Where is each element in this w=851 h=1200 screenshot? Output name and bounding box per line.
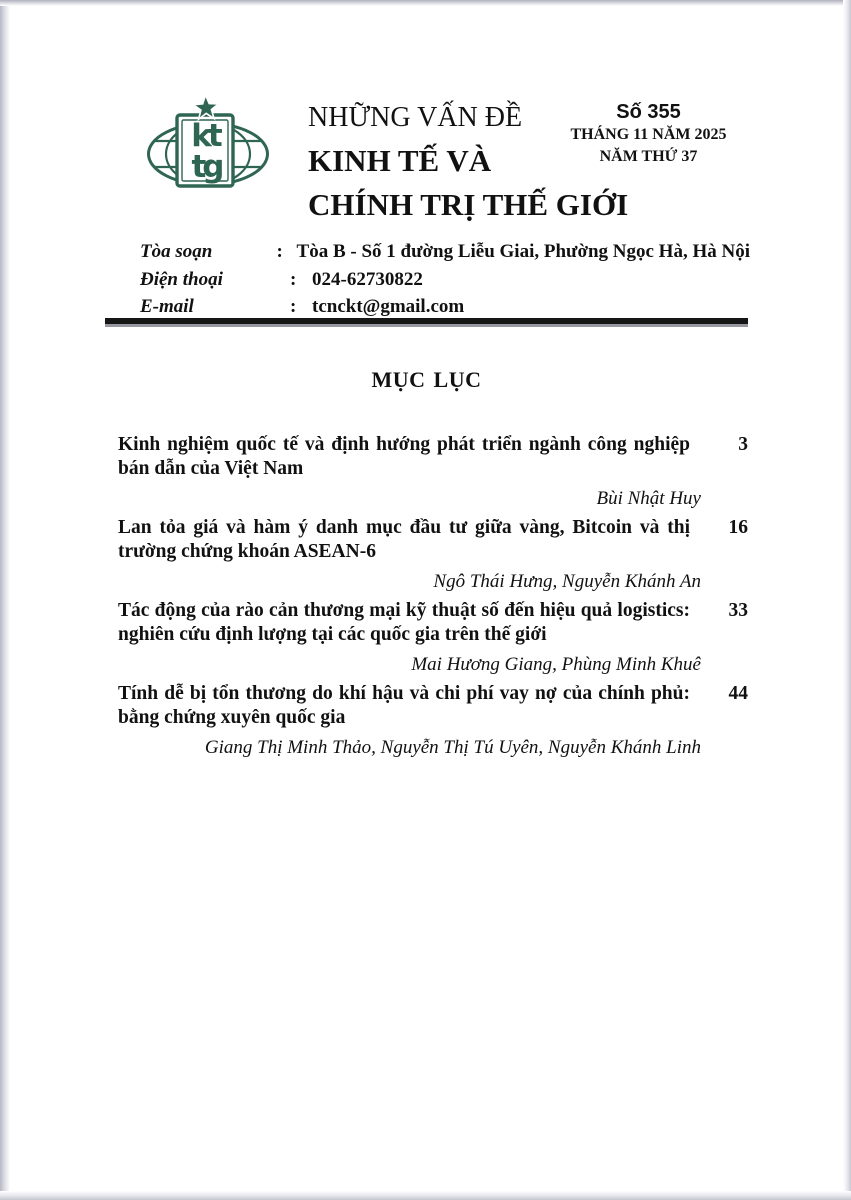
toc-entry-title: Lan tỏa giá và hàm ý danh mục đầu tư giữa vàng, Bitcoin và thị trường chứng khoán ASEAN-6 — [118, 517, 690, 562]
issue-month: THÁNG 11 NĂM 2025 — [570, 126, 727, 143]
toc-entry-title: Tính dễ bị tổn thương do khí hậu và chi phí vay nợ của chính phủ: bằng chứng xuyên quốc gia — [118, 683, 690, 728]
contact-value: Tòa B - Số 1 đường Liễu Giai, Phường Ngọc Hà, Hà Nội — [296, 241, 750, 262]
contact-value: 024-62730822 — [312, 268, 423, 290]
toc-entry — [118, 682, 748, 729]
toc-entry — [118, 433, 748, 480]
toc-entry-page: 16 — [728, 517, 748, 538]
contact-colon: : — [290, 296, 297, 317]
toc-entry — [118, 516, 748, 563]
toc-entry-title: Tác động của rào cản thương mại kỹ thuật số đến hiệu quả logistics: nghiên cứu định lượng tại các quốc gia trên thế giới — [118, 600, 690, 645]
ktg-globe-logo — [146, 94, 272, 192]
contact-colon: : — [290, 268, 297, 290]
contact-colon: : — [276, 241, 283, 262]
issue-year: NĂM THỨ 37 — [599, 148, 698, 165]
toc-entry-authors: Giang Thị Minh Thảo, Nguyễn Thị Tú Uyên, Nguyễn Khánh Linh — [204, 737, 701, 758]
contact-row-phone — [140, 266, 750, 294]
toc-entry-page: 3 — [738, 434, 748, 455]
contact-row-address — [140, 238, 750, 266]
toc-entry-page: 44 — [728, 683, 748, 704]
contact-block — [140, 238, 750, 321]
journal-title-line3: CHÍNH TRỊ THẾ GIỚI — [308, 187, 629, 222]
issue-info — [566, 100, 731, 168]
toc-entry-page: 33 — [728, 600, 748, 621]
contact-value: tcnckt@gmail.com — [312, 296, 465, 317]
issue-number: Số 355 — [616, 101, 681, 123]
toc-entry-authors: Ngô Thái Hưng, Nguyễn Khánh An — [433, 571, 701, 592]
toc-entry-title: Kinh nghiệm quốc tế và định hướng phát triển ngành công nghiệp bán dẫn của Việt Nam — [118, 434, 690, 479]
contact-label: E-mail — [140, 296, 194, 317]
header-divider-rule — [105, 318, 748, 324]
journal-title-line1: NHỮNG VẤN ĐỀ — [308, 102, 523, 133]
contact-label: Tòa soạn — [140, 241, 213, 262]
scan-edge-right — [843, 0, 851, 1200]
scan-edge-bottom — [0, 1191, 851, 1200]
toc-list — [118, 433, 748, 765]
contact-row-email — [140, 293, 750, 321]
logo-letters-bottom: tg — [191, 149, 221, 185]
scan-edge-left — [0, 0, 10, 1200]
toc-heading: MỤC LỤC — [371, 367, 482, 392]
toc-entry — [118, 599, 748, 646]
scan-edge-top — [0, 0, 851, 6]
journal-title-line2: KINH TẾ VÀ — [308, 143, 492, 178]
masthead — [308, 96, 629, 227]
toc-entry-authors: Mai Hương Giang, Phùng Minh Khuê — [411, 654, 701, 675]
contact-label: Điện thoại — [140, 268, 223, 290]
logo-letters-top: kt — [191, 118, 219, 154]
toc-entry-authors: Bùi Nhật Huy — [596, 488, 701, 509]
